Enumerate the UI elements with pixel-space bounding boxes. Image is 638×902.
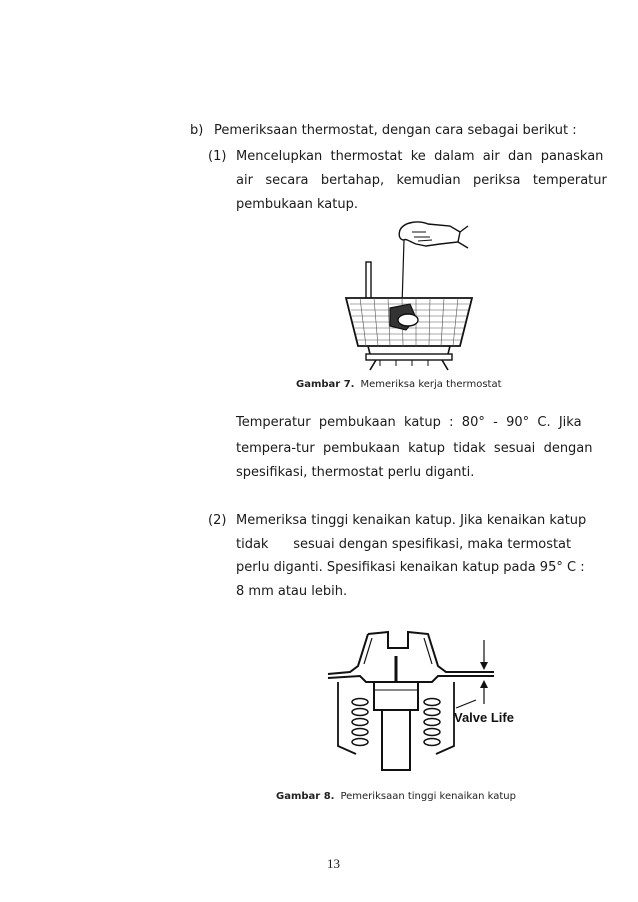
figure8-caption xyxy=(276,791,516,802)
step2-marker: (2) xyxy=(208,513,227,528)
valve-life-label: Valve Life xyxy=(454,710,514,725)
step2-line-4: 8 mm atau lebih. xyxy=(236,584,348,599)
thermostat-basket-figure xyxy=(340,218,480,373)
temp-line-2: tempera-tur pembukaan katup tidak sesuai dengan xyxy=(236,441,593,456)
step1-line-3: pembukaan katup. xyxy=(236,197,358,212)
step2-line-3: perlu diganti. Spesifikasi kenaikan katup pada 95° C : xyxy=(236,560,585,575)
step2-line-2: tidak sesuai dengan spesifikasi, maka termostat xyxy=(236,537,572,552)
step1-line-2: air secara bertahap, kemudian periksa temperatur xyxy=(236,173,607,188)
step2-line-1: Memeriksa tinggi kenaikan katup. Jika kenaikan katup xyxy=(236,513,587,528)
valve-lift-figure xyxy=(316,626,516,776)
figure8-label: Gambar 8. xyxy=(276,791,335,802)
figure7-label: Gambar 7. xyxy=(296,379,355,390)
temp-line-3: spesifikasi, thermostat perlu diganti. xyxy=(236,465,475,480)
section-marker: b) xyxy=(190,123,204,138)
step1-line-1: Mencelupkan thermostat ke dalam air dan panaskan xyxy=(236,149,604,164)
step1-marker: (1) xyxy=(208,149,227,164)
temp-line-1: Temperatur pembukaan katup : 80° - 90° C. Jika xyxy=(236,415,582,430)
page-number: 13 xyxy=(327,856,340,871)
section-heading: Pemeriksaan thermostat, dengan cara sebagai berikut : xyxy=(214,123,577,138)
figure7-caption xyxy=(296,379,502,390)
figure7-caption-text: Memeriksa kerja thermostat xyxy=(360,379,502,390)
figure8-caption-text: Pemeriksaan tinggi kenaikan katup xyxy=(340,791,516,802)
